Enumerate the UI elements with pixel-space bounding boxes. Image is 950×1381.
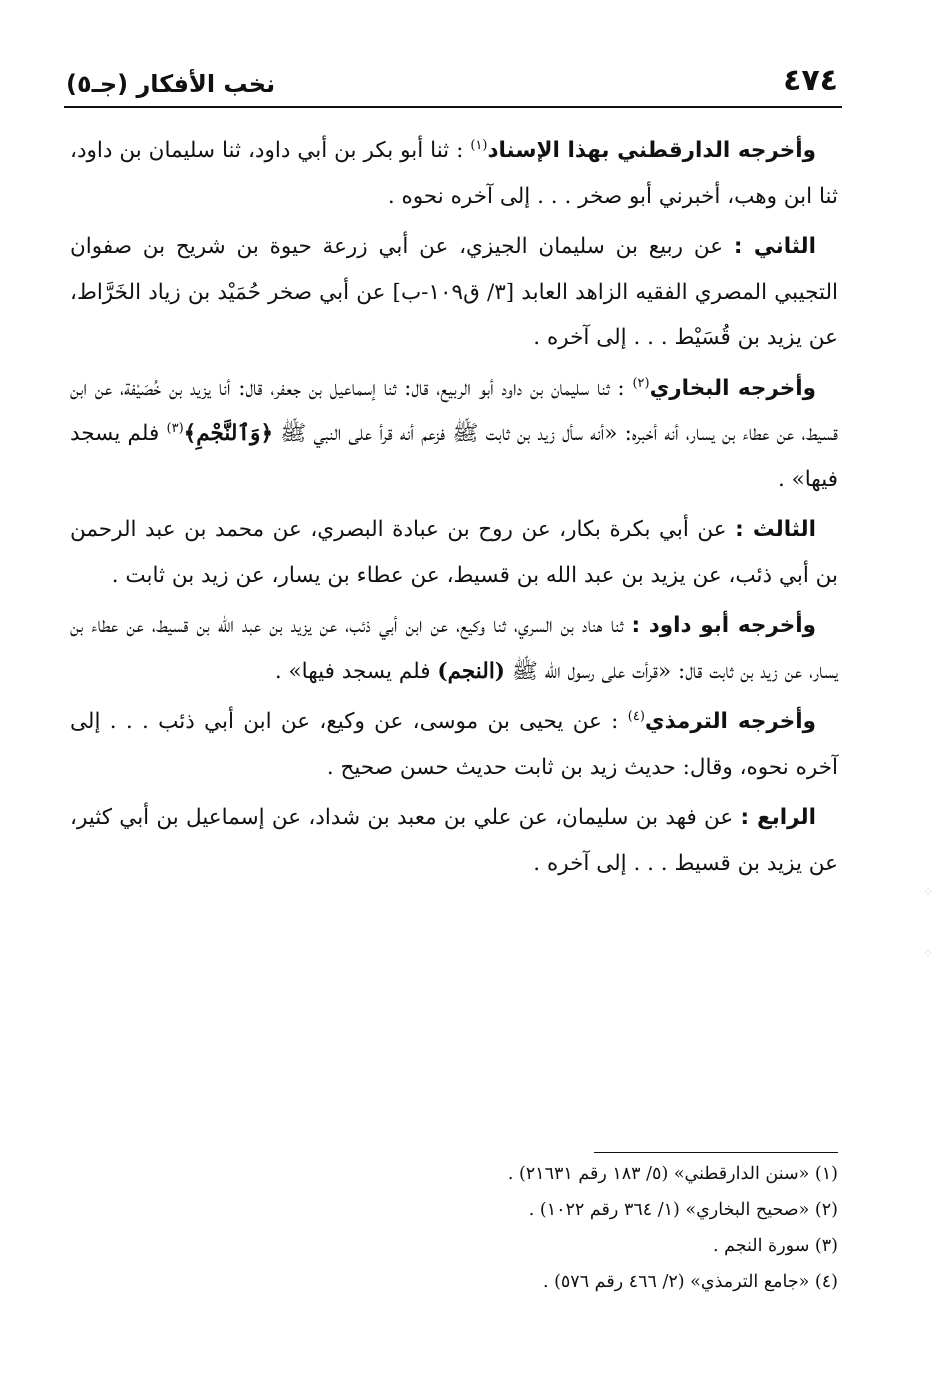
- scan-speck-icon: ⁘: [922, 885, 934, 899]
- footnotes: [90, 1156, 838, 1300]
- paragraph-text: عن ربيع بن سليمان الجيزي، عن أبي زرعة حيوة بن شريح بن صفوان التجيبي المصري الفقيه الزاهد العابد [٣/ ق١٠٩-ب] عن أبي صخر حُمَيْد بن زياد الخَرَّاط، عن يزيد بن قُسَيْط . . . إلى آخره .: [70, 234, 838, 350]
- paragraph-third-chain: [70, 507, 838, 598]
- paragraph-lead: الرابع :: [740, 805, 816, 830]
- main-text: [70, 128, 838, 891]
- footnote-ref-1: (١): [470, 137, 488, 153]
- surah-name: (النجم): [437, 658, 505, 684]
- paragraph-text: عن أبي بكرة بكار، عن روح بن عبادة البصري، عن محمد بن عبد الرحمن بن أبي ذئب، عن يزيد بن عبد الله بن قسيط، عن عطاء بن يسار، عن زيد بن ثابت .: [70, 517, 838, 588]
- footnote-item: (٤) «جامع الترمذي» (٢/ ٤٦٦ رقم ٥٧٦) .: [542, 1272, 838, 1292]
- footnote-ref-3: (٣): [166, 420, 184, 436]
- scan-speck-icon: ⁘: [922, 947, 934, 961]
- paragraph-abu-dawud: [70, 603, 838, 694]
- page-number: ٤٧٤: [783, 63, 838, 98]
- footnote-ref-2: (٢): [632, 375, 650, 391]
- footnote-item: (٢) «صحيح البخاري» (١/ ٣٦٤ رقم ١٠٢٢) .: [528, 1200, 838, 1220]
- paragraph-bukhari: [70, 366, 838, 503]
- footnote-ref-4: (٤): [627, 708, 645, 724]
- paragraph-fourth-chain: [70, 795, 838, 886]
- paragraph-lead: الثالث :: [735, 517, 816, 542]
- paragraph-lead: وأخرجه أبو داود :: [631, 613, 816, 638]
- paragraph-tail: فلم يسجد فيها» .: [70, 421, 838, 492]
- paragraph-second-chain: [70, 224, 838, 361]
- paragraph-lead: وأخرجه البخاري: [649, 375, 816, 401]
- paragraph-lead: وأخرجه الترمذي: [644, 709, 817, 734]
- paragraph-text: : ثنا سليمان بن داود أبو الربيع، قال: ثنا إسماعيل بن جعفر، قال: أنا يزيد بن خُصَيْفة، عن ابن قسيط، عن عطاء بن يسار، أنه أخبره: «أنه سأل زيد بن ثابت ﷺ فزعم أنه قرأ على النبي ﷺ: [70, 375, 839, 446]
- paragraph-lead: وأخرجه الدارقطني بهذا الإسناد: [487, 138, 816, 163]
- paragraph-tirmidhi: [70, 699, 838, 790]
- paragraph-text: ثنا هناد بن السري، ثنا وكيع، عن ابن أبي ذئب، عن يزيد بن عبد الله بن قسيط، عن عطاء بن يسار، عن زيد بن ثابت قال: «قرأت على رسول الله ﷺ: [70, 613, 838, 684]
- paragraph-text: عن فهد بن سليمان، عن علي بن معبد بن شداد، عن إسماعيل بن أبي كثير، عن يزيد بن قسيط . . . إلى آخره .: [70, 805, 838, 876]
- footnote-item: (١) «سنن الدارقطني» (٥/ ١٨٣ رقم ٢١٦٣١) .: [507, 1164, 838, 1184]
- paragraph-lead: الثاني :: [733, 234, 816, 259]
- footnote-item: (٣) سورة النجم .: [712, 1236, 838, 1256]
- footnote-divider: [594, 1152, 838, 1153]
- page-header: [66, 56, 838, 98]
- paragraph-tail: فلم يسجد فيها» .: [274, 658, 431, 684]
- paragraph-daraqutni: [70, 128, 838, 219]
- quran-citation: ﴿وَٱلنَّجْمِ﴾: [183, 421, 274, 446]
- paragraph-text: : عن يحيى بن موسى، عن وكيع، عن ابن أبي ذئب . . . إلى آخره نحوه، وقال: حديث زيد بن ثابت حديث حسن صحيح .: [70, 709, 838, 780]
- header-divider: [64, 106, 842, 108]
- book-title: نخب الأفكار (جـ٥): [66, 70, 276, 98]
- paragraph-text: : ثنا أبو بكر بن أبي داود، ثنا سليمان بن داود، ثنا ابن وهب، أخبرني أبو صخر . . . إلى آخره نحوه .: [70, 138, 838, 209]
